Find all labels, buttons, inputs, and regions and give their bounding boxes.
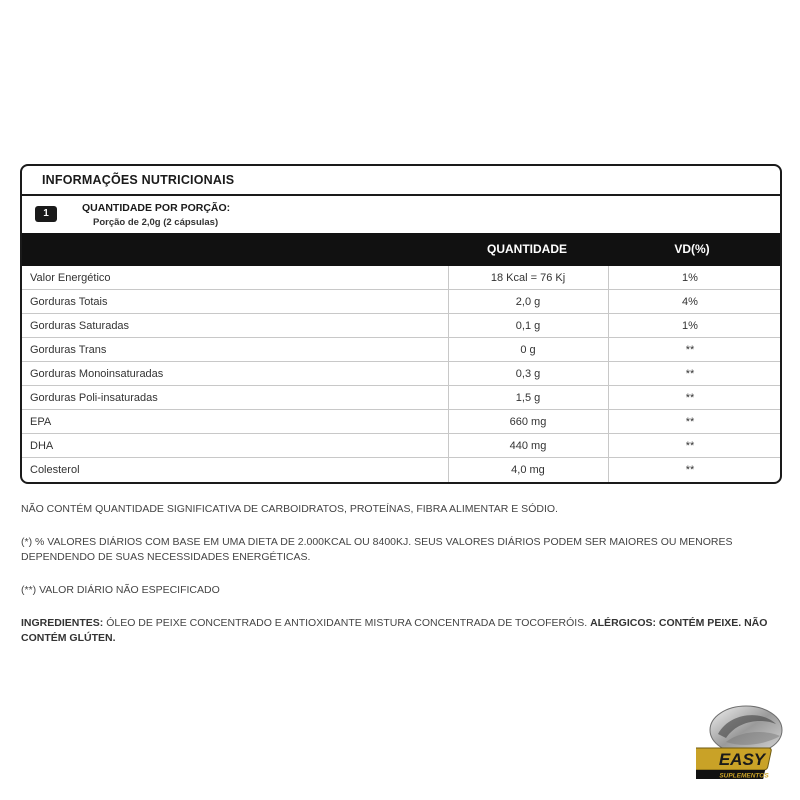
row-vd: ** bbox=[685, 440, 695, 452]
row-quantity: 18 Kcal = 76 Kj bbox=[490, 272, 566, 284]
table-header bbox=[22, 233, 780, 266]
row-vd: 1% bbox=[682, 320, 698, 332]
row-name: Gorduras Saturadas bbox=[30, 320, 130, 332]
table-row bbox=[22, 338, 780, 362]
table-row bbox=[22, 458, 780, 482]
ingredients-text: ÓLEO DE PEIXE CONCENTRADO E ANTIOXIDANTE MISTURA CONCENTRADA DE TOCOFERÓIS. bbox=[106, 617, 588, 629]
logo-sub: SUPLEMENTOS bbox=[719, 772, 769, 780]
table-row bbox=[22, 290, 780, 314]
row-vd: ** bbox=[685, 416, 695, 428]
portion-subtitle: Porção de 2,0g (2 cápsulas) bbox=[93, 217, 219, 228]
row-name: Gorduras Poli-insaturadas bbox=[30, 392, 158, 404]
row-quantity: 2,0 g bbox=[515, 296, 541, 308]
easy-logo-icon bbox=[696, 700, 786, 786]
row-quantity: 440 mg bbox=[509, 440, 547, 452]
row-name: Valor Energético bbox=[30, 272, 111, 284]
table-row bbox=[22, 266, 780, 290]
header-quantity: QUANTIDADE bbox=[487, 242, 567, 256]
table-title: INFORMAÇÕES NUTRICIONAIS bbox=[42, 173, 235, 187]
table-row bbox=[22, 410, 780, 434]
row-quantity: 0,1 g bbox=[515, 320, 541, 332]
row-name: DHA bbox=[30, 440, 54, 452]
row-quantity: 660 mg bbox=[509, 416, 547, 428]
row-vd: 4% bbox=[682, 296, 698, 308]
row-vd: ** bbox=[685, 392, 695, 404]
title-divider bbox=[22, 194, 780, 196]
nutrition-table bbox=[20, 164, 782, 484]
allergens-text: ALÉRGICOS: CONTÉM PEIXE. NÃO CONTÉM GLÚTEN. bbox=[21, 617, 768, 644]
row-quantity: 0,3 g bbox=[515, 368, 541, 380]
row-vd: ** bbox=[685, 464, 695, 476]
row-name: Gorduras Monoinsaturadas bbox=[30, 368, 164, 380]
row-vd: ** bbox=[685, 368, 695, 380]
notes-section bbox=[21, 502, 786, 664]
logo-brand: EASY bbox=[718, 750, 766, 769]
header-vd: VD(%) bbox=[674, 242, 710, 256]
note-ingredients bbox=[21, 616, 786, 646]
row-name: Gorduras Totais bbox=[30, 296, 108, 308]
table-row bbox=[22, 362, 780, 386]
row-quantity: 4,0 mg bbox=[511, 464, 545, 476]
row-name: EPA bbox=[30, 416, 52, 428]
note-not-specified: (**) VALOR DIÁRIO NÃO ESPECIFICADO bbox=[21, 584, 220, 596]
table-body bbox=[22, 266, 780, 482]
row-name: Gorduras Trans bbox=[30, 344, 107, 356]
table-row bbox=[22, 314, 780, 338]
portion-title: QUANTIDADE POR PORÇÃO: bbox=[82, 202, 231, 214]
row-vd: 1% bbox=[682, 272, 698, 284]
note-no-content: NÃO CONTÉM QUANTIDADE SIGNIFICATIVA DE CARBOIDRATOS, PROTEÍNAS, FIBRA ALIMENTAR E SÓDIO. bbox=[21, 503, 558, 515]
row-quantity: 1,5 g bbox=[515, 392, 541, 404]
portion-badge: 1 bbox=[35, 206, 57, 222]
row-quantity: 0 g bbox=[520, 344, 536, 356]
note-daily-values: (*) % VALORES DIÁRIOS COM BASE EM UMA DIETA DE 2.000KCAL OU 8400KJ. SEUS VALORES DIÁRIOS PODEM SER MAIORES OU MENORES DEPENDENDO DE SUAS NECESSIDADES ENERGÉTICAS. bbox=[21, 536, 733, 563]
ingredients-label: INGREDIENTES: bbox=[21, 617, 104, 629]
table-row bbox=[22, 434, 780, 458]
row-vd: ** bbox=[685, 344, 695, 356]
row-name: Colesterol bbox=[30, 464, 80, 476]
table-row bbox=[22, 386, 780, 410]
